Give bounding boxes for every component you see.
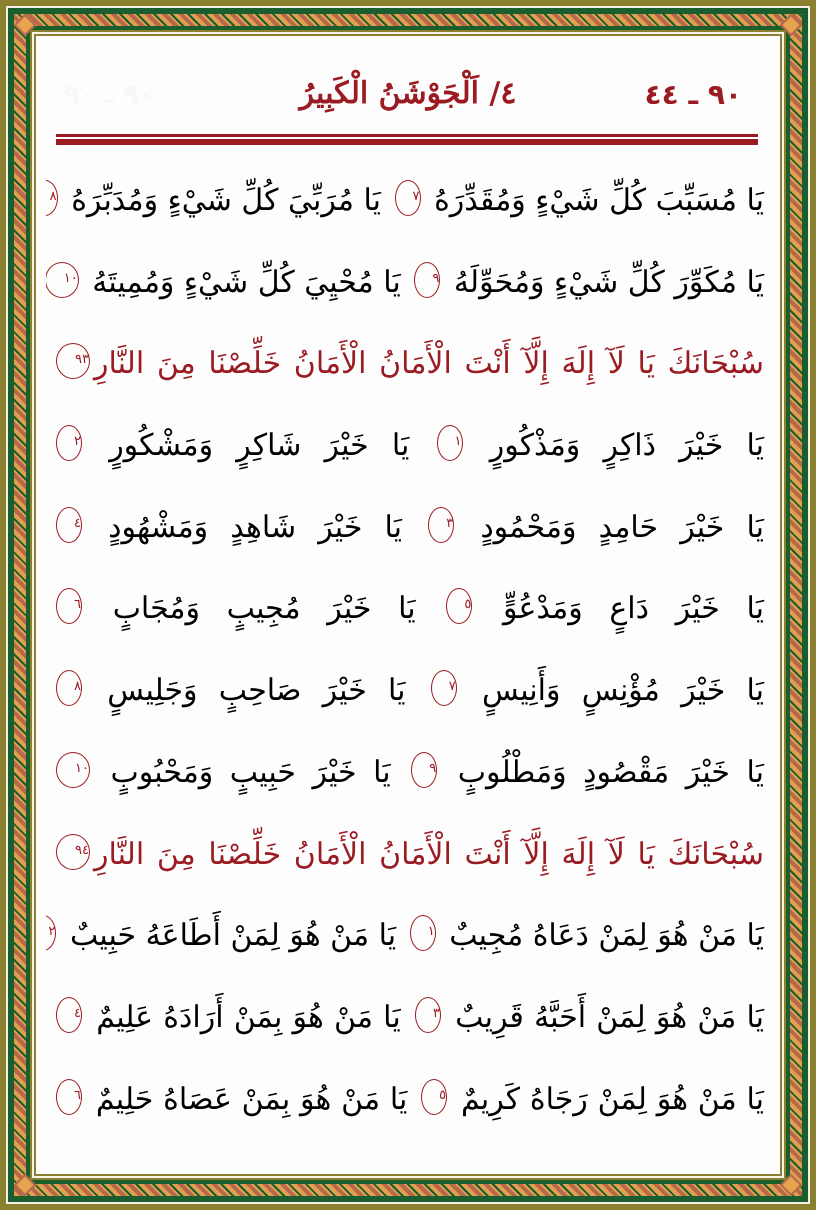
verse-phrase: يَا خَيْرَ مُجِيبٍ وَمُجَابٍ (112, 591, 416, 627)
verse-line (46, 568, 770, 650)
verse-line (46, 160, 770, 242)
refrain-text: سُبْحَانَكَ يَا لَآ إِلَهَ إِلَّآ أَنْتَ الْأَمَانُ الْأَمَانُ خَلِّصْنَا مِنَ النَّارِ (94, 346, 764, 382)
refrain-line (46, 814, 770, 896)
verse-marker: ٧ (431, 670, 457, 706)
verse-phrase: يَا خَيْرَ شَاكِرٍ وَمَشْكُورٍ (109, 428, 410, 464)
page-title: ٤/ اَلْجَوْشَنُ الْكَبِيرُ (299, 76, 517, 111)
page-content (36, 36, 780, 1174)
verse-phrase: يَا خَيْرَ ذَاكِرٍ وَمَذْكُورٍ (489, 428, 764, 464)
refrain-text: سُبْحَانَكَ يَا لَآ إِلَهَ إِلَّآ أَنْتَ الْأَمَانُ الْأَمَانُ خَلِّصْنَا مِنَ النَّارِ (94, 836, 764, 872)
section-marker: ٩٤ (56, 834, 90, 870)
verse-marker: ١٠ (56, 752, 90, 788)
verse-marker: ٧ (395, 180, 421, 216)
verse-marker: ٥ (421, 1079, 447, 1115)
verse-phrase: يَا خَيْرَ حَامِدٍ وَمَحْمُودٍ (480, 509, 764, 545)
verse-phrase: يَا خَيْرَ دَاعٍ وَمَدْعُوٍّ (503, 591, 764, 627)
verse-line (46, 487, 770, 569)
header-rule-thin (56, 134, 758, 137)
verse-line (46, 895, 770, 977)
verse-marker: ٤ (56, 507, 82, 543)
verse-phrase: يَا مَنْ هُوَ لِمَنْ دَعَاهُ مُجِيبٌ (449, 918, 764, 954)
header-rule-thick (56, 139, 758, 145)
verse-line (46, 1059, 770, 1141)
verse-marker: ٢ (56, 425, 82, 461)
verse-marker: ١٠ (46, 262, 79, 298)
verse-phrase: يَا مَنْ هُوَ لِمَنْ أَحَبَّهُ قَرِيبٌ (455, 999, 765, 1035)
section-marker: ٩٣ (56, 343, 90, 379)
verse-marker: ٢ (46, 915, 56, 951)
verse-line (46, 650, 770, 732)
verse-phrase: يَا خَيْرَ حَبِيبٍ وَمَحْبُوبٍ (110, 754, 391, 790)
verse-marker: ٥ (446, 588, 472, 624)
verse-marker: ٨ (46, 180, 58, 216)
verse-phrase: يَا مُسَبِّبَ كُلِّ شَيْءٍ وَمُقَدِّرَهُ (434, 183, 764, 218)
verse-phrase: يَا خَيْرَ شَاهِدٍ وَمَشْهُودٍ (108, 509, 403, 545)
verse-line (46, 242, 770, 324)
verse-marker: ٦ (56, 1079, 82, 1115)
verse-phrase: يَا مُكَوِّرَ كُلِّ شَيْءٍ وَمُحَوِّلَهُ (453, 264, 764, 300)
verse-phrase: يَا خَيْرَ مُؤْنِسٍ وَأَنِيسٍ (482, 673, 764, 709)
verse-phrase: يَا مَنْ هُوَ بِمَنْ عَصَاهُ حَلِيمٌ (95, 1081, 408, 1117)
verse-line (46, 405, 770, 487)
verse-phrase: يَا مَنْ هُوَ لِمَنْ أَطَاعَهُ حَبِيبٌ (69, 918, 397, 954)
page-header (36, 76, 780, 126)
faded-page-range: ٩٠ ـ ٩٠ (64, 80, 155, 110)
verse-marker: ٩ (411, 752, 437, 788)
verse-phrase: يَا مُرَبِّيَ كُلِّ شَيْءٍ وَمُدَبِّرَهُ (71, 183, 381, 218)
verse-marker: ٤ (56, 997, 82, 1033)
verse-line (46, 977, 770, 1059)
verse-marker: ١ (437, 425, 463, 461)
verse-phrase: يَا مَنْ هُوَ لِمَنْ رَجَاهُ كَرِيمٌ (460, 1081, 764, 1117)
verse-marker: ٣ (415, 997, 441, 1033)
verse-marker: ٨ (56, 670, 82, 706)
verse-marker: ١ (410, 915, 436, 951)
verse-phrase: يَا خَيْرَ صَاحِبٍ وَجَلِيسٍ (107, 673, 406, 709)
page-range: ٩٠ ـ ٤٤ (644, 78, 742, 111)
verse-marker: ٦ (56, 588, 82, 624)
text-lines (46, 160, 770, 1140)
verse-phrase: يَا مَنْ هُوَ بِمَنْ أَرَادَهُ عَلِيمٌ (96, 999, 401, 1035)
verse-line (46, 732, 770, 814)
refrain-line (46, 323, 770, 405)
verse-marker: ٣ (428, 507, 454, 543)
verse-marker: ٩ (414, 262, 440, 298)
verse-phrase: يَا خَيْرَ مَقْصُودٍ وَمَطْلُوبٍ (457, 754, 764, 790)
verse-phrase: يَا مُحْيِيَ كُلِّ شَيْءٍ وَمُمِيتَهُ (92, 264, 401, 300)
